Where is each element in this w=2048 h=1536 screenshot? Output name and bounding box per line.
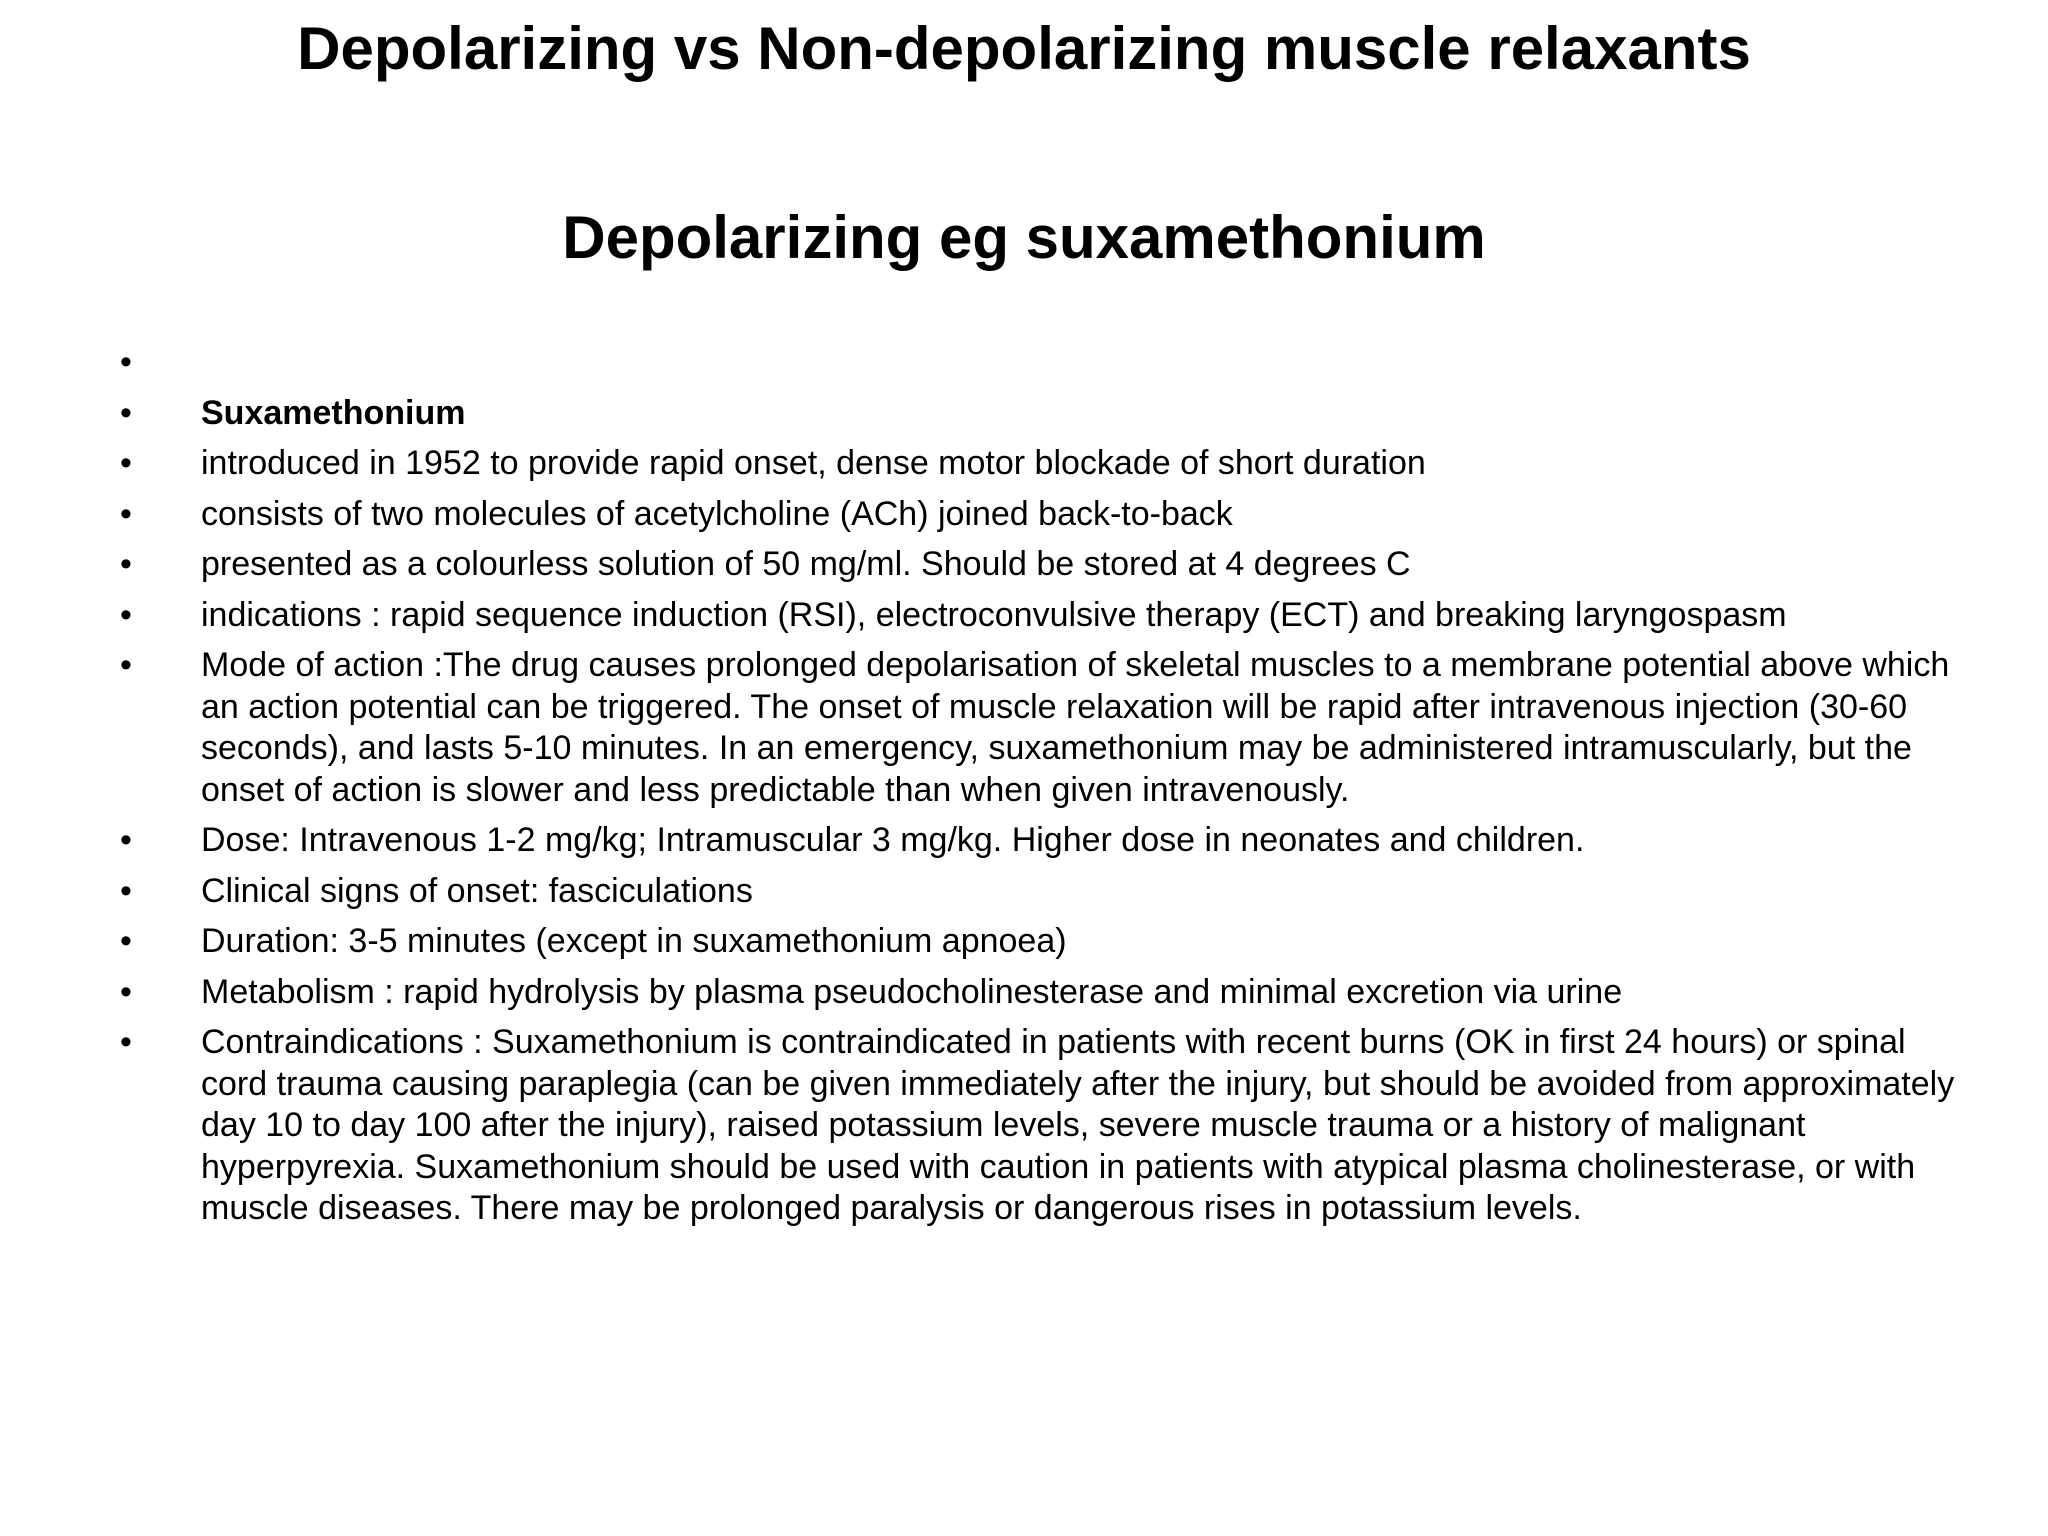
bullet-text: Duration: 3-5 minutes (except in suxamethonium apnoea) [201,922,1067,960]
bullet-dot: • [120,871,132,910]
bullet-item [120,342,1960,384]
bullet-text: Contraindications : Suxamethonium is contraindicated in patients with recent burns (OK in first 24 hours) or spinal cord trauma causing paraplegia (can be given immediately after the injury, but should be avoided from approximately day 10 to day 100 after the injury), raised potassium levels, severe muscle trauma or a history of malignant hyperpyrexia. Suxamethonium should be used with caution in patients with atypical plasma cholinesterase, or with muscle diseases. There may be prolonged paralysis or dangerous rises in potassium levels. [201,1023,1955,1227]
bullet-list [120,342,1960,1239]
bullet-text: consists of two molecules of acetylcholine (ACh) joined back-to-back [201,494,1233,533]
bullet-item [120,645,1960,811]
bullet-item [120,871,1960,913]
slide-title: Depolarizing vs Non-depolarizing muscle relaxants [297,15,1751,82]
bullet-dot: • [120,393,132,432]
bullet-item [120,393,1960,435]
bullet-dot: • [120,494,132,533]
bullet-item [120,595,1960,637]
bullet-dot: • [120,922,132,960]
bullet-dot: • [120,972,132,1011]
bullet-item [120,494,1960,536]
bullet-item [120,921,1960,963]
bullet-text: Suxamethonium [201,393,466,432]
bullet-dot: • [120,821,132,859]
bullet-item [120,544,1960,586]
bullet-text: indications : rapid sequence induction (RSI), electroconvulsive therapy (ECT) and breaking laryngospasm [201,595,1787,634]
bullet-dot: • [120,545,132,583]
bullet-dot: • [120,343,132,381]
bullet-dot: • [120,646,132,684]
bullet-text: presented as a colourless solution of 50 mg/ml. Should be stored at 4 degrees C [201,545,1411,583]
bullet-item [120,1022,1960,1230]
bullet-text: introduced in 1952 to provide rapid onset, dense motor blockade of short duration [201,444,1426,482]
bullet-text: Metabolism : rapid hydrolysis by plasma pseudocholinesterase and minimal excretion via urine [201,972,1623,1011]
bullet-dot: • [120,1023,132,1061]
bullet-dot: • [120,595,132,634]
bullet-item [120,443,1960,485]
bullet-item [120,820,1960,862]
bullet-dot: • [120,444,132,482]
bullet-text [201,342,1960,384]
bullet-text: Dose: Intravenous 1-2 mg/kg; Intramuscular 3 mg/kg. Higher dose in neonates and children. [201,821,1585,859]
bullet-text: Clinical signs of onset: fasciculations [201,871,753,910]
bullet-text: Mode of action :The drug causes prolonged depolarisation of skeletal muscles to a membrane potential above which an action potential can be triggered. The onset of muscle relaxation will be rapid after intravenous injection (30-60 seconds), and lasts 5-10 minutes. In an emergency, suxamethonium may be administered intramuscularly, but the onset of action is slower and less predictable than when given intravenously. [201,646,1950,809]
slide-subtitle: Depolarizing eg suxamethonium [562,204,1486,271]
bullet-item [120,972,1960,1014]
